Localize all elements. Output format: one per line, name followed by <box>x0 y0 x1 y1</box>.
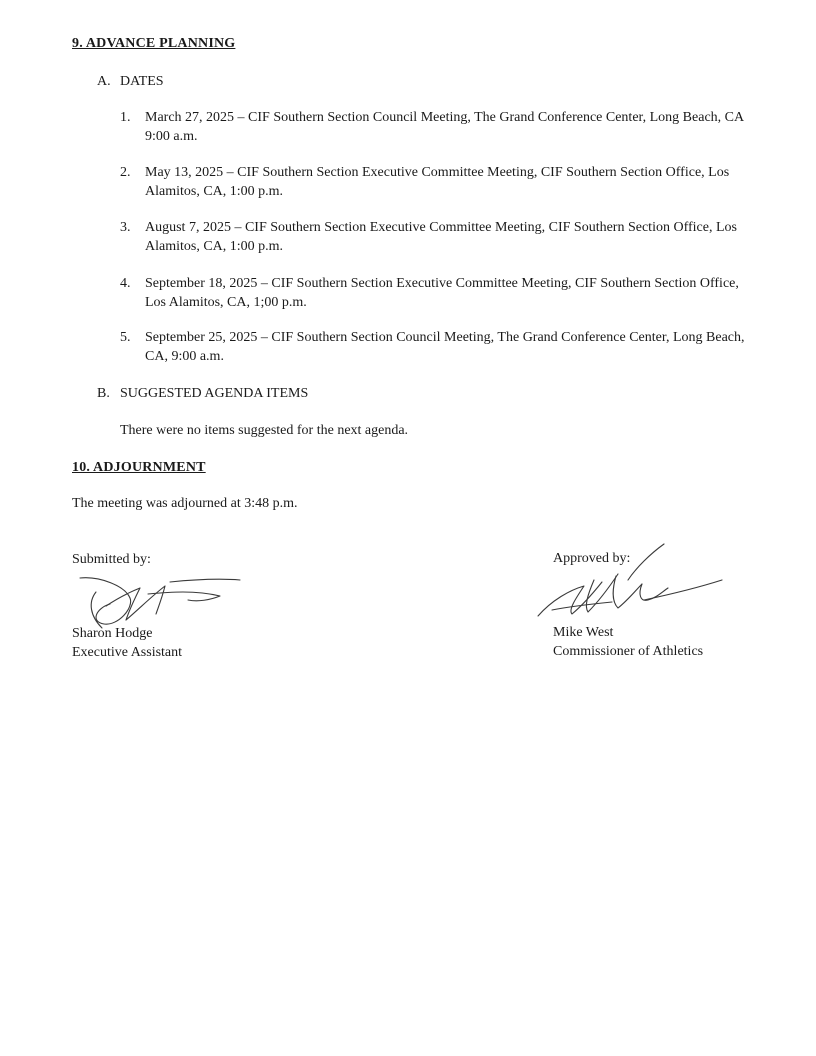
date-item-text: March 27, 2025 – CIF Southern Section Council Meeting, The Grand Conference Center, Long Beach, CA 9:00 a.m. <box>145 110 744 144</box>
subsection-b-heading <box>97 384 308 403</box>
date-item-1 <box>120 108 750 146</box>
subsection-b-letter: B. <box>97 386 110 401</box>
date-item-3 <box>120 218 750 256</box>
date-item-text: May 13, 2025 – CIF Southern Section Executive Committee Meeting, CIF Southern Section Office, Los Alamitos, CA, 1:00 p.m. <box>145 165 730 199</box>
subsection-a-heading <box>97 72 164 91</box>
approved-signature-image <box>532 540 732 625</box>
date-item-4 <box>120 274 750 312</box>
approved-by-label: Approved by: <box>553 551 631 566</box>
date-item-text: August 7, 2025 – CIF Southern Section Executive Committee Meeting, CIF Southern Section Office, Los Alamitos, CA, 1:00 p.m. <box>145 220 737 254</box>
adjournment-text: The meeting was adjourned at 3:48 p.m. <box>72 496 298 511</box>
date-item-5 <box>120 328 750 366</box>
section-10-heading: 10. ADJOURNMENT <box>72 460 206 475</box>
date-item-number: 1. <box>120 110 131 125</box>
approved-by-name: Mike West <box>553 625 614 640</box>
date-item-text: September 18, 2025 – CIF Southern Section Executive Committee Meeting, CIF Southern Section Office, Los Alamitos, CA, 1;00 p.m. <box>145 276 739 310</box>
date-item-number: 3. <box>120 220 131 235</box>
approved-by-details <box>553 623 703 661</box>
suggested-items-text: There were no items suggested for the next agenda. <box>120 423 409 438</box>
date-item-number: 5. <box>120 330 131 345</box>
date-item-2 <box>120 163 750 201</box>
date-item-text: September 25, 2025 – CIF Southern Section Council Meeting, The Grand Conference Center, Long Beach, CA, 9:00 a.m. <box>145 330 745 364</box>
submitted-by-details <box>72 624 182 662</box>
subsection-a-letter: A. <box>97 74 111 89</box>
submitted-by-label: Submitted by: <box>72 552 151 567</box>
date-item-number: 4. <box>120 276 131 291</box>
section-9-heading: 9. ADVANCE PLANNING <box>72 36 236 51</box>
date-item-number: 2. <box>120 165 131 180</box>
submitted-by-name: Sharon Hodge <box>72 626 153 641</box>
subsection-b-label: SUGGESTED AGENDA ITEMS <box>120 386 309 401</box>
submitted-by-title: Executive Assistant <box>72 645 183 660</box>
approved-by-title: Commissioner of Athletics <box>553 644 704 659</box>
subsection-a-label: DATES <box>120 74 164 89</box>
